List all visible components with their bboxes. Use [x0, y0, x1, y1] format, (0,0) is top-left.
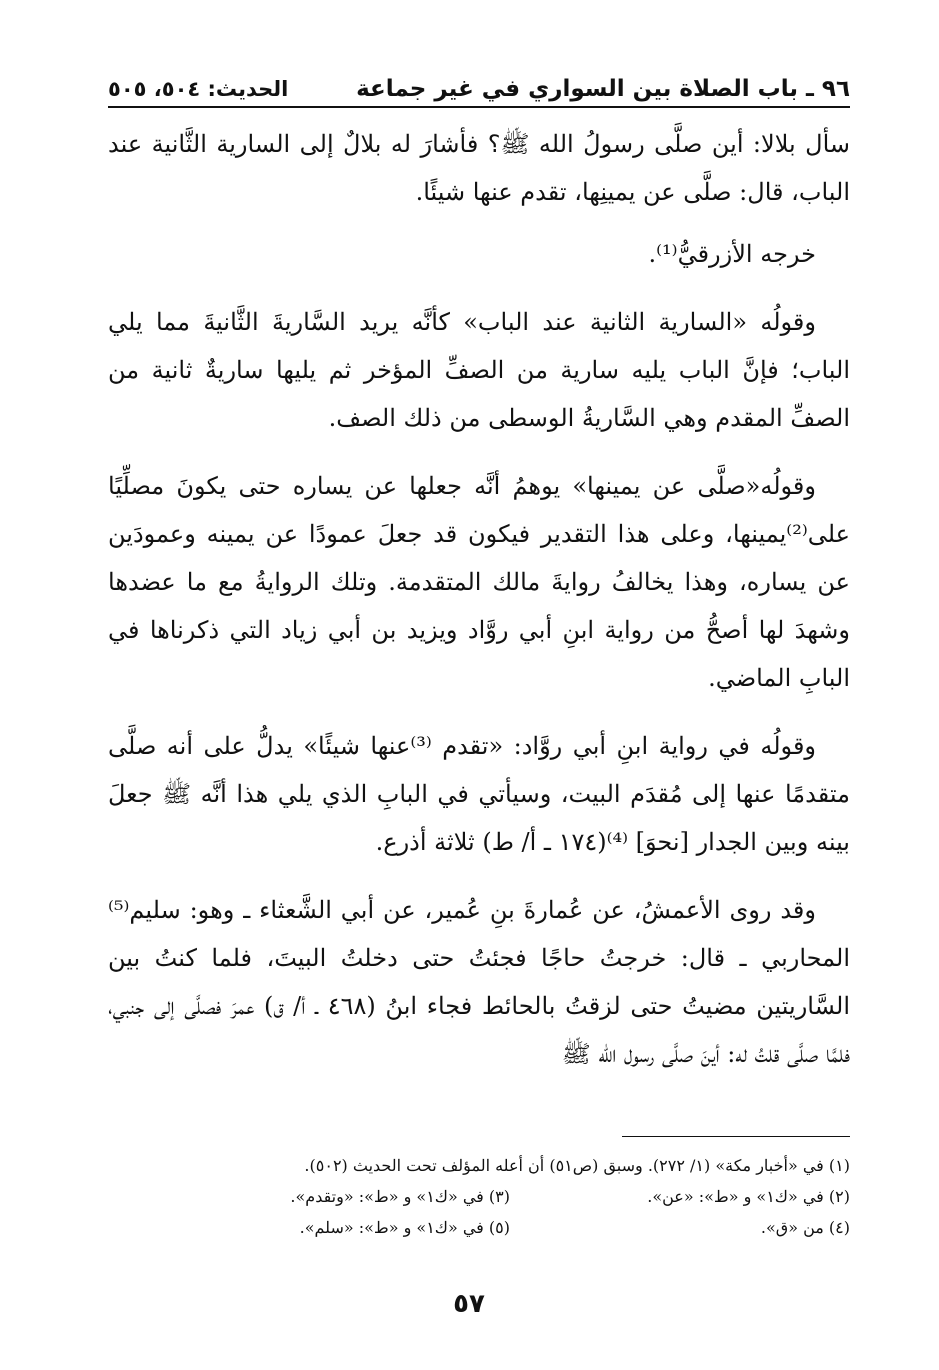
paragraph: وقد روى الأعمشُ، عن عُمارةَ بنِ عُمير، عن أبي الشَّعثاء ـ وهو: سليم⁽⁵⁾ المحاربي ـ قال: خرجتُ حاجًا فجئتُ حتى دخلتُ البيتَ، فلما كنتُ بين السَّاريتين مضيتُ حتى لزقتُ بالحائط فجاء ابنُ (٤٦٨ ـ أ/ ق) عمرَ فصلَّى إلى جنبي، فلمَّا صلَّى قلتُ له: أينَ صلَّى رسول الله ﷺ	[108, 896, 850, 1068]
page-number: ٥٧	[453, 1289, 485, 1319]
hadith-numbers: الحديث: ٥٠٤، ٥٠٥	[108, 77, 289, 101]
footnote-row	[108, 1212, 850, 1243]
paragraph: وقولُه «السارية الثانية عند الباب» كأنَّه يريد السَّاريةَ الثَّانيةَ مما يلي الباب؛ فإنَّ الباب يليه سارية من الصفِّ المؤخر ثم يليها ساريةٌ ثانية من الصفِّ المقدم وهي السَّاريةُ الوسطى من ذلك الصف.	[108, 308, 850, 432]
footnote-3: (٣) في «ك١» و «ط»: «وتقدم».	[290, 1187, 510, 1206]
running-header	[108, 60, 850, 104]
footnote-5: (٥) في «ك١» و «ط»: «سلم».	[299, 1218, 510, 1237]
chapter-title: ٩٦ ـ باب الصلاة بين السواري في غير جماعة	[356, 76, 850, 102]
paragraph: سأل بلالا: أين صلَّى رسولُ الله ﷺ؟ فأشارَ له بلالٌ إلى السارية الثَّانية عند الباب، قال: صلَّى عن يمينِها، تقدم عنها شيئًا.	[108, 130, 850, 206]
header-divider	[108, 106, 850, 108]
footnote-4: (٤) من «ق».	[760, 1218, 850, 1237]
footnote-row	[108, 1181, 850, 1212]
footnote-row	[108, 1150, 850, 1181]
footnote-2: (٢) في «ك١» و «ط»: «عن».	[647, 1187, 850, 1206]
footnote-divider	[622, 1136, 850, 1137]
footnote-1: (١) في «أخبار مكة» (١/ ٢٧٢). وسبق (ص٥١) أن أعله المؤلف تحت الحديث (٥٠٢).	[304, 1156, 850, 1175]
paragraph: خرجه الأزرقيُّ⁽¹⁾.	[648, 240, 816, 268]
paragraph: وقولُه في رواية ابنِ أبي روَّاد: «تقدم ⁽³⁾عنها شيئًا» يدلُّ على أنه صلَّى متقدمًا عنها إلى مُقدَم البيت، وسيأتي في البابِ الذي يلي هذا أنَّه ﷺ جعلَ بينه وبين الجدار [نحوَ] ⁽⁴⁾(١٧٤ ـ أ/ ط) ثلاثة أذرع.	[108, 732, 850, 856]
footnotes	[108, 1150, 850, 1243]
paragraph: وقولُه«صلَّى عن يمينها» يوهمُ أنَّه جعلها عن يساره حتى يكونَ مصلِّيًا على⁽²⁾يمينها، وعلى هذا التقدير فيكون قد جعلَ عمودًا عن يمينه وعمودَين عن يساره، وهذا يخالفُ روايةَ مالك المتقدمة. وتلك الروايةُ مع ما عضدها وشهدَ لها أصحُّ من رواية ابنِ أبي روَّاد ويزيد بن أبي زياد التي ذكرناها في البابِ الماضي.	[108, 472, 850, 692]
main-text	[108, 120, 850, 1098]
